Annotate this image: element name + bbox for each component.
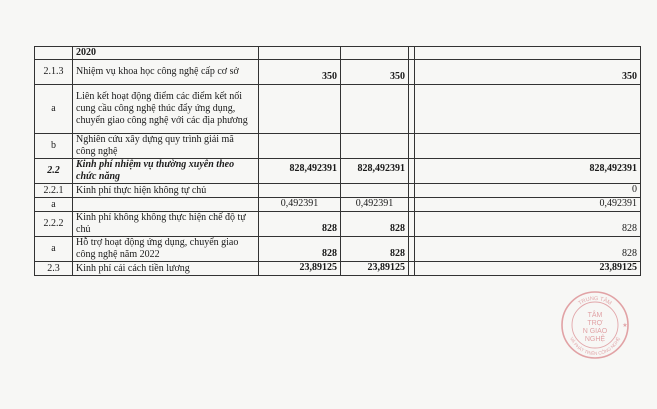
row-description: Kinh phí nhiệm vụ thường xuyên theo chức năng	[73, 159, 259, 184]
row-value-1	[259, 134, 341, 159]
row-value-1: 828,492391	[259, 159, 341, 184]
row-value-1: 828	[259, 237, 341, 262]
row-value-2: 828,492391	[341, 159, 409, 184]
seal-line-1: TÂM	[587, 312, 603, 319]
row-value-2: 23,89125	[341, 262, 409, 276]
table-row	[35, 159, 641, 184]
row-value-2	[341, 134, 409, 159]
row-number	[35, 47, 73, 60]
row-description: Nhiệm vụ khoa học công nghệ cấp cơ sở	[73, 60, 259, 85]
row-number: a	[35, 237, 73, 262]
row-description: Kinh phí thực hiện không tự chủ	[73, 184, 259, 198]
row-number: a	[35, 85, 73, 134]
row-value-2: 828	[341, 237, 409, 262]
table-row	[35, 237, 641, 262]
row-value-4	[415, 134, 641, 159]
official-seal-stamp	[560, 290, 630, 360]
row-value-2: 828	[341, 212, 409, 237]
table-row	[35, 47, 641, 60]
seal-line-4: NGHỆ	[584, 336, 606, 343]
row-number: b	[35, 134, 73, 159]
row-number: 2.2.2	[35, 212, 73, 237]
row-number: 2.1.3	[35, 60, 73, 85]
row-value-4: 350	[415, 60, 641, 85]
table-row	[35, 184, 641, 198]
row-value-1: 828	[259, 212, 341, 237]
row-description: Kinh phí cải cách tiền lương	[73, 262, 259, 276]
budget-table	[34, 46, 641, 276]
row-value-2: 350	[341, 60, 409, 85]
seal-line-3: N GIAO	[582, 328, 608, 335]
table-row	[35, 262, 641, 276]
row-number: 2.3	[35, 262, 73, 276]
table-row	[35, 212, 641, 237]
table-row	[35, 85, 641, 134]
seal-star-icon: ★	[622, 323, 628, 329]
table-row	[35, 198, 641, 212]
row-number: 2.2.1	[35, 184, 73, 198]
row-value-2: 0,492391	[341, 198, 409, 212]
row-value-2	[341, 184, 409, 198]
row-description: 2020	[73, 47, 259, 60]
row-value-4: 0	[415, 184, 641, 198]
row-value-2	[341, 47, 409, 60]
row-description: Liên kết hoạt động điểm các điểm kết nối cung cầu công nghệ thúc đẩy ứng dụng, chuyển giao công nghệ với các địa phương	[73, 85, 259, 134]
row-value-4: 828,492391	[415, 159, 641, 184]
row-value-1: 23,89125	[259, 262, 341, 276]
seal-ring-top: TRUNG TÂM	[577, 295, 613, 307]
seal-line-2: TRỢ	[587, 320, 603, 327]
row-description: Hỗ trợ hoạt động ứng dụng, chuyển giao công nghệ năm 2022	[73, 237, 259, 262]
row-description	[73, 198, 259, 212]
seal-ring-bottom: VÀ PHÁT TRIỂN CÔNG NGHỆ	[568, 336, 622, 357]
row-value-4	[415, 47, 641, 60]
row-description: Kinh phí không không thực hiện chế độ tự chủ	[73, 212, 259, 237]
row-description: Nghiên cứu xây dựng quy trình giải mã công nghệ	[73, 134, 259, 159]
row-number: a	[35, 198, 73, 212]
row-value-4: 0,492391	[415, 198, 641, 212]
row-value-1	[259, 47, 341, 60]
row-value-1: 350	[259, 60, 341, 85]
row-value-4	[415, 85, 641, 134]
table-row	[35, 134, 641, 159]
table-row	[35, 60, 641, 85]
row-value-4: 23,89125	[415, 262, 641, 276]
row-value-2	[341, 85, 409, 134]
row-number: 2.2	[35, 159, 73, 184]
row-value-4: 828	[415, 212, 641, 237]
row-value-4: 828	[415, 237, 641, 262]
row-value-1	[259, 184, 341, 198]
row-value-1	[259, 85, 341, 134]
row-value-1: 0,492391	[259, 198, 341, 212]
